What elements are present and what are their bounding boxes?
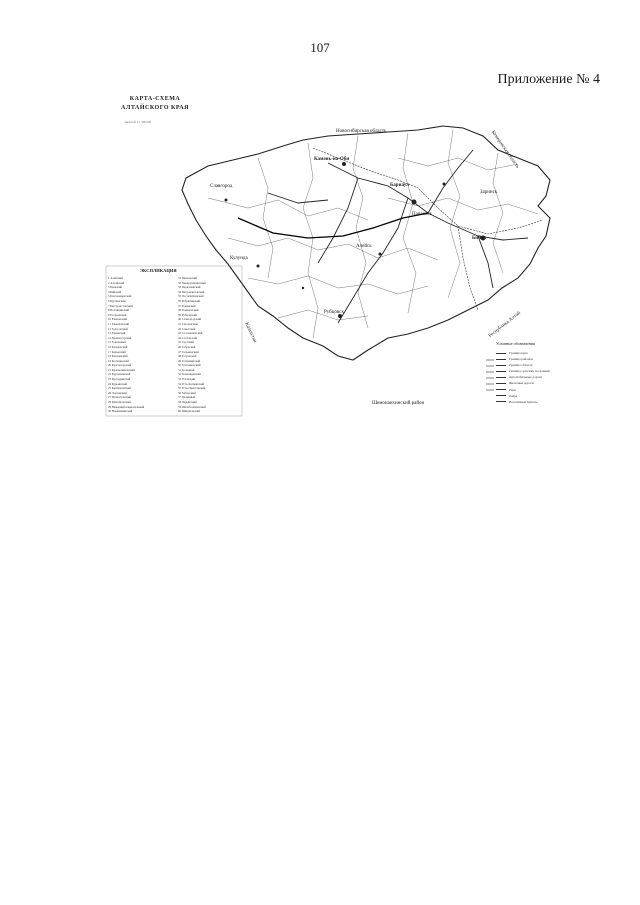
label-kamen: Камень-на-Оби (314, 157, 350, 162)
symbol-row (496, 399, 550, 405)
symbol-key-lines (486, 360, 494, 390)
legend-item: 34 Петропавловский (178, 289, 205, 294)
symbols-title: Условные обозначения (496, 341, 535, 346)
legend-item: 49 Топчихинский (178, 358, 201, 363)
legend-item: 19 Косихинский (108, 358, 129, 363)
legend-item: 55 Усть-Пристанский (178, 386, 206, 391)
legend-item: 13 Заринский (108, 331, 126, 336)
symbol-label: Граница районов (509, 357, 533, 362)
symbol-swatch (496, 365, 506, 366)
symbol-swatch (496, 353, 506, 354)
label-altai-republic: Республика Алтай (488, 310, 522, 339)
legend-item: 23 Кулундинский (108, 377, 131, 382)
legend-item: 15 Зональный (108, 340, 126, 345)
legend-item: 35 Поспелихинский (178, 294, 204, 299)
legend-item: 39 Рубцовский (178, 312, 197, 317)
legend-item: 25 Кытмановский (108, 386, 131, 391)
symbol-swatch (496, 401, 506, 402)
page-number: 107 (310, 40, 330, 55)
map-title-line-2: АЛТАЙСКОГО КРАЯ (121, 105, 189, 111)
symbols-list (496, 350, 550, 405)
legend-item: 3 Баевский (108, 285, 123, 290)
legend-item: 29 Немецкий национальный (108, 404, 145, 409)
legend-item: 21 Краснощёковский (108, 367, 135, 372)
legend-item: 11 Завьяловский (108, 321, 130, 326)
symbol-label: Железные дороги (509, 381, 534, 386)
legend-items (108, 276, 242, 416)
label-rubtsovsk: Рубцовск (324, 310, 344, 315)
symbol-label: Реки (509, 387, 516, 392)
legend-item: 32 Панкрушихинский (178, 280, 206, 285)
legend-item: 1 Алейский (108, 276, 123, 280)
legend-item: 58 Чарышский (178, 400, 197, 405)
symbol-label: Озёра (509, 393, 518, 398)
legend-item: 46 Табунский (178, 344, 196, 349)
map-title-line-1: КАРТА-СХЕМА (129, 96, 181, 102)
legend-item: 38 Романовский (178, 308, 199, 313)
legend-item: 10 Ельцовский (108, 317, 127, 322)
symbol-swatch (496, 371, 506, 372)
legend-item: 54 Усть-Калманский (178, 381, 205, 386)
legend-item: 18 Ключевский (108, 354, 128, 359)
symbol-swatch (496, 377, 506, 378)
symbol-swatch (496, 389, 506, 390)
legend-item: 22 Крутихинский (108, 372, 131, 377)
map-title (110, 95, 200, 113)
label-kazakhstan: Казахстан (243, 322, 258, 344)
legend-item: 5 Благовещенский (108, 294, 132, 299)
legend-item: 2 Алтайский (108, 280, 125, 285)
symbol-label: Населённые пункты (509, 399, 538, 404)
legend-item: 60 Шипуновский (178, 409, 200, 414)
legend-item: 59 Шелаболихинский (178, 404, 206, 409)
legend-item: 26 Локтевский (108, 390, 127, 395)
legend-item: 53 Угловский (178, 377, 196, 382)
symbol-swatch (496, 395, 506, 396)
legend-title: ЭКСПЛИКАЦИЯ (140, 268, 177, 273)
legend-item: 36 Ребрихинский (178, 298, 201, 303)
legend-item: 9 Егорьевский (108, 312, 127, 317)
legend-item: 30 Новичихинский (108, 409, 133, 414)
legend-item: 43 Солонешенский (178, 331, 203, 336)
symbol-swatch (496, 359, 506, 360)
label-biysk: Бийск (472, 236, 487, 241)
legend-item: 27 Мамонтовский (108, 395, 131, 400)
legend-item: 12 Залесовский (108, 326, 128, 331)
legend-item: 7 Быстроистокский (108, 303, 133, 308)
label-east-kazakhstan: Шемонаихинский район (372, 401, 425, 406)
legend-item: 51 Троицкий (178, 367, 195, 372)
appendix-heading: Приложение № 4 (497, 72, 600, 87)
legend-item: 24 Курьинский (108, 381, 128, 386)
legend-item: 48 Тогульский (178, 354, 197, 359)
legend-item: 28 Михайловский (108, 400, 131, 405)
legend-item: 47 Тальменский (178, 349, 199, 354)
legend-item: 8 Волчихинский (108, 308, 130, 313)
label-barnaul: Барнаул (390, 183, 409, 188)
roads (268, 150, 528, 323)
rail-lines (238, 213, 428, 238)
map-scale-note: масштаб 1:1 500 000 (125, 120, 152, 124)
legend-item: 4 Бийский (108, 289, 122, 294)
label-novosibirsk: Новосибирская область (336, 129, 387, 134)
legend-item: 14 Змеиногорский (108, 335, 132, 340)
legend-item: 50 Третьяковский (178, 363, 201, 368)
label-slavgorod: Славгород (210, 184, 233, 189)
legend-item: 41 Смоленский (178, 321, 198, 326)
label-pavlovsk: Павловск (412, 212, 433, 217)
legend-item: 33 Первомайский (178, 285, 201, 290)
symbol-swatch (496, 383, 506, 384)
legend-item: 37 Родинский (178, 303, 196, 308)
legend-item: 42 Советский (178, 326, 196, 331)
symbol-label: Автомобильные дороги (509, 375, 543, 380)
legend-item: 45 Суетский (178, 340, 194, 345)
label-aleysk: Алейск (356, 244, 372, 249)
label-kemerovo: Кемеровская область (489, 130, 520, 170)
legend-item: 16 Калманский (108, 344, 128, 349)
symbol-label: Граница края (509, 351, 528, 355)
symbol-label: Граница сельских поселений (509, 369, 550, 374)
legend-item: 6 Бурлинский (108, 298, 126, 303)
symbol-label: Граница области (509, 363, 533, 368)
legend-item: 40 Славгородский (178, 317, 202, 322)
legend-item: 56 Хабарский (178, 390, 196, 395)
legend-item: 17 Каменский (108, 349, 126, 354)
legend-item: 57 Целинный (178, 395, 196, 400)
label-zarinsk: Заринск (480, 190, 498, 195)
label-kulunda: Кулунда (230, 256, 248, 261)
legend-item: 52 Тюменцевский (178, 372, 201, 377)
legend-item: 20 Красногорский (108, 363, 132, 368)
legend-item: 44 Солтонский (178, 335, 198, 340)
legend-item: 31 Павловский (178, 276, 198, 280)
